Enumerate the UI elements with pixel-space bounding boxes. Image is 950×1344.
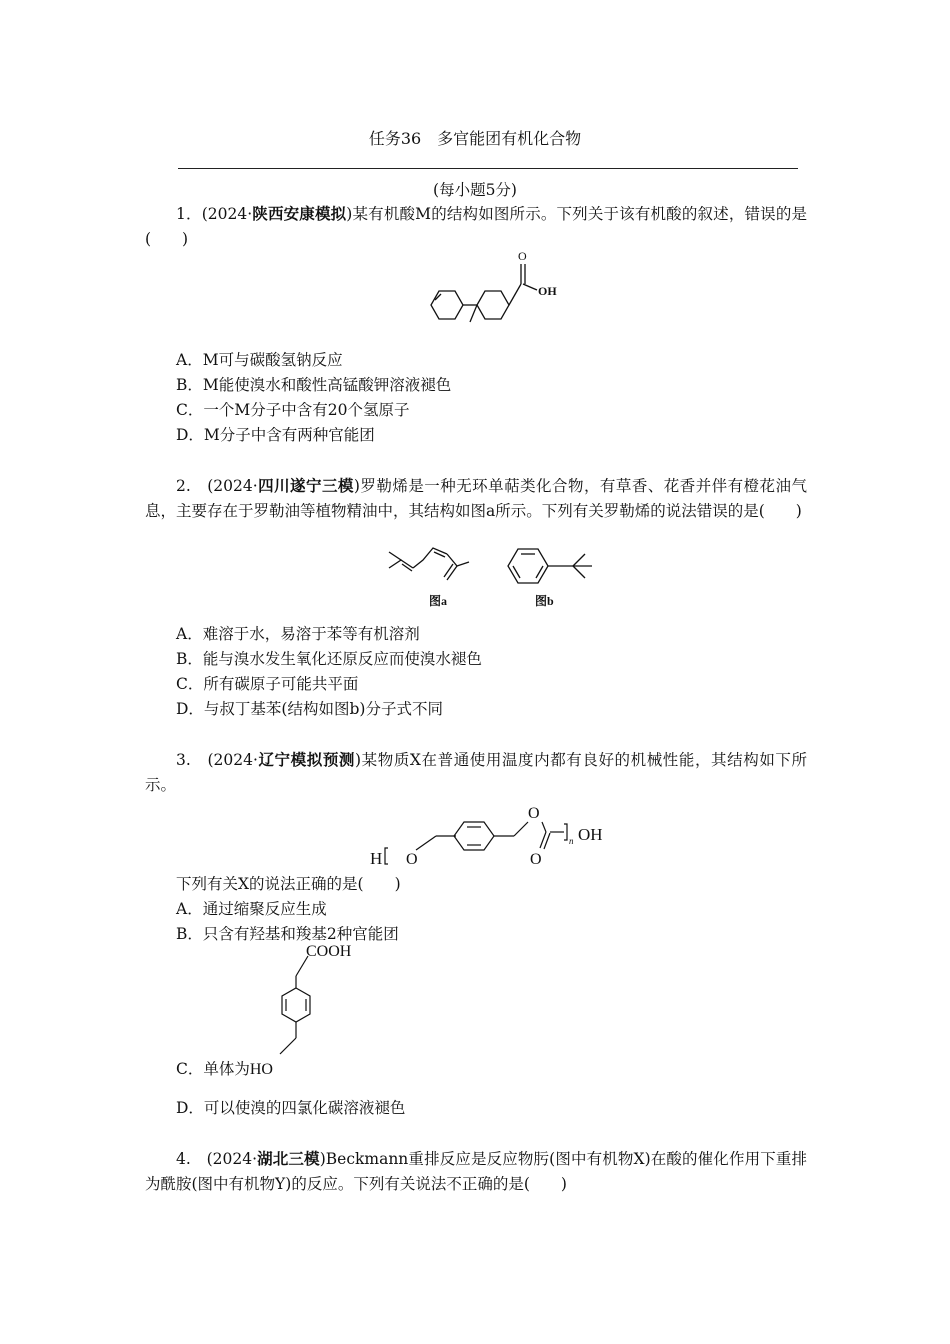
q3-option-a: A．通过缩聚反应生成 — [176, 900, 327, 918]
cooh-label: COOH — [306, 943, 352, 960]
q3-option-c — [176, 1057, 273, 1082]
isopropylidene-bonds — [389, 552, 401, 568]
monomer-ho-label: HO — [249, 1061, 273, 1078]
title-divider — [178, 168, 798, 169]
stem-text: Beckmann重排反应是反应物肟(图中有机物X)在酸的催化作用下重排为酰胺(图中有机物Y)的反应。下列有关说法不正确的是( ) — [145, 1150, 807, 1193]
stem-text: 罗勒烯是一种无环单萜类化合物，有草香、花香并伴有橙花油气息，主要存在于罗勒油等植物精油中，其结构如图a所示。下列有关罗勒烯的说法错误的是( ) — [145, 477, 807, 520]
figure-b-label: 图b — [535, 594, 554, 608]
question-number: 3. — [176, 751, 208, 769]
question-4-stem — [145, 1146, 807, 1197]
question-number: 4. — [176, 1150, 207, 1168]
source-close: ) — [319, 1150, 326, 1168]
question-number: 1． — [176, 205, 202, 223]
source-name: 陕西安康模拟 — [252, 204, 347, 223]
option-c-text: C．单体为 — [176, 1060, 250, 1078]
q3-followup: 下列有关X的说法正确的是( ) — [176, 875, 401, 893]
right-bracket — [564, 824, 567, 840]
source-open: (2024· — [206, 1150, 257, 1168]
cyclohexane-ring — [477, 291, 509, 319]
question-2-stem — [145, 473, 807, 524]
o-top-label: O — [528, 805, 540, 822]
stem-text: 某物质X在普通使用温度内都有良好的机械性能，其结构如下所示。 — [145, 751, 807, 794]
q2-option-b: B．能与溴水发生氧化还原反应而使溴水褪色 — [176, 650, 482, 668]
source-close: ) — [355, 751, 362, 769]
benzene-ring — [454, 822, 494, 850]
cyclohexene-ring — [431, 291, 463, 319]
carboxyl-bond — [509, 284, 521, 305]
tbutyl-methyl-2 — [573, 566, 585, 578]
q2-option-d: D．与叔丁基苯(结构如图b)分子式不同 — [176, 700, 443, 718]
o-c-bond — [542, 822, 546, 832]
chain-bonds-2 — [447, 554, 469, 566]
structure-m-figure — [410, 244, 580, 334]
question-number: 2. — [176, 477, 208, 495]
q1-option-c: C．一个M分子中含有20个氢原子 — [176, 401, 410, 419]
ch2-o-bond — [514, 822, 528, 836]
q2-option-c: C．所有碳原子可能共平面 — [176, 675, 359, 693]
oh-bond — [523, 284, 537, 290]
source-close: ) — [353, 477, 360, 495]
source-name: 辽宁模拟预测 — [257, 750, 355, 769]
chain-bonds — [413, 548, 447, 568]
oh-label: OH — [538, 284, 557, 298]
h-end-label: H — [370, 849, 383, 868]
page-title: 任务36 多官能团有机化合物 — [368, 129, 582, 148]
o-ch2-bond — [416, 836, 436, 850]
q1-option-b: B．M能使溴水和酸性高锰酸钾溶液褪色 — [176, 376, 452, 394]
figure-a-label: 图a — [429, 594, 448, 608]
vinyl-bond — [447, 566, 457, 580]
source-name: 四川遂宁三模 — [257, 476, 354, 495]
source-close: ) — [346, 205, 353, 223]
ho-bond — [280, 1038, 296, 1054]
q2-option-a: A．难溶于水，易溶于苯等有机溶剂 — [176, 625, 420, 643]
o-left-label: O — [406, 851, 418, 868]
methyl-bond — [470, 305, 477, 322]
source-open: (2024· — [207, 477, 258, 495]
q3-option-d: D．可以使溴的四氯化碳溶液褪色 — [176, 1099, 406, 1117]
polymer-x-figure — [368, 800, 618, 870]
source-open: (2024· — [201, 205, 253, 223]
chain-double-bond — [402, 564, 412, 571]
stem-text: 某有机酸M的结构如图所示。下列关于该有机酸的叙述，错误的是( ) — [145, 205, 807, 248]
question-3-stem — [145, 747, 807, 798]
oh-end-label: OH — [578, 825, 603, 844]
vinyl-double-bond — [444, 564, 453, 577]
left-bracket — [385, 848, 388, 864]
ocimene-and-tbutylbenzene-figure — [385, 544, 600, 610]
repeat-n-label: n — [569, 836, 574, 846]
o-bottom-label: O — [530, 851, 542, 868]
carbonyl-o-label: O — [518, 249, 527, 263]
q3-option-b: B．只含有羟基和羧基2种官能团 — [176, 925, 399, 943]
q1-option-a: A．M可与碳酸氢钠反应 — [176, 351, 343, 369]
tbutyl-methyl-1 — [573, 554, 585, 566]
q1-option-d: D．M分子中含有两种官能团 — [176, 426, 375, 444]
source-name: 湖北三模 — [257, 1149, 320, 1168]
score-note: (每小题5分) — [433, 181, 517, 199]
source-open: (2024· — [207, 751, 258, 769]
